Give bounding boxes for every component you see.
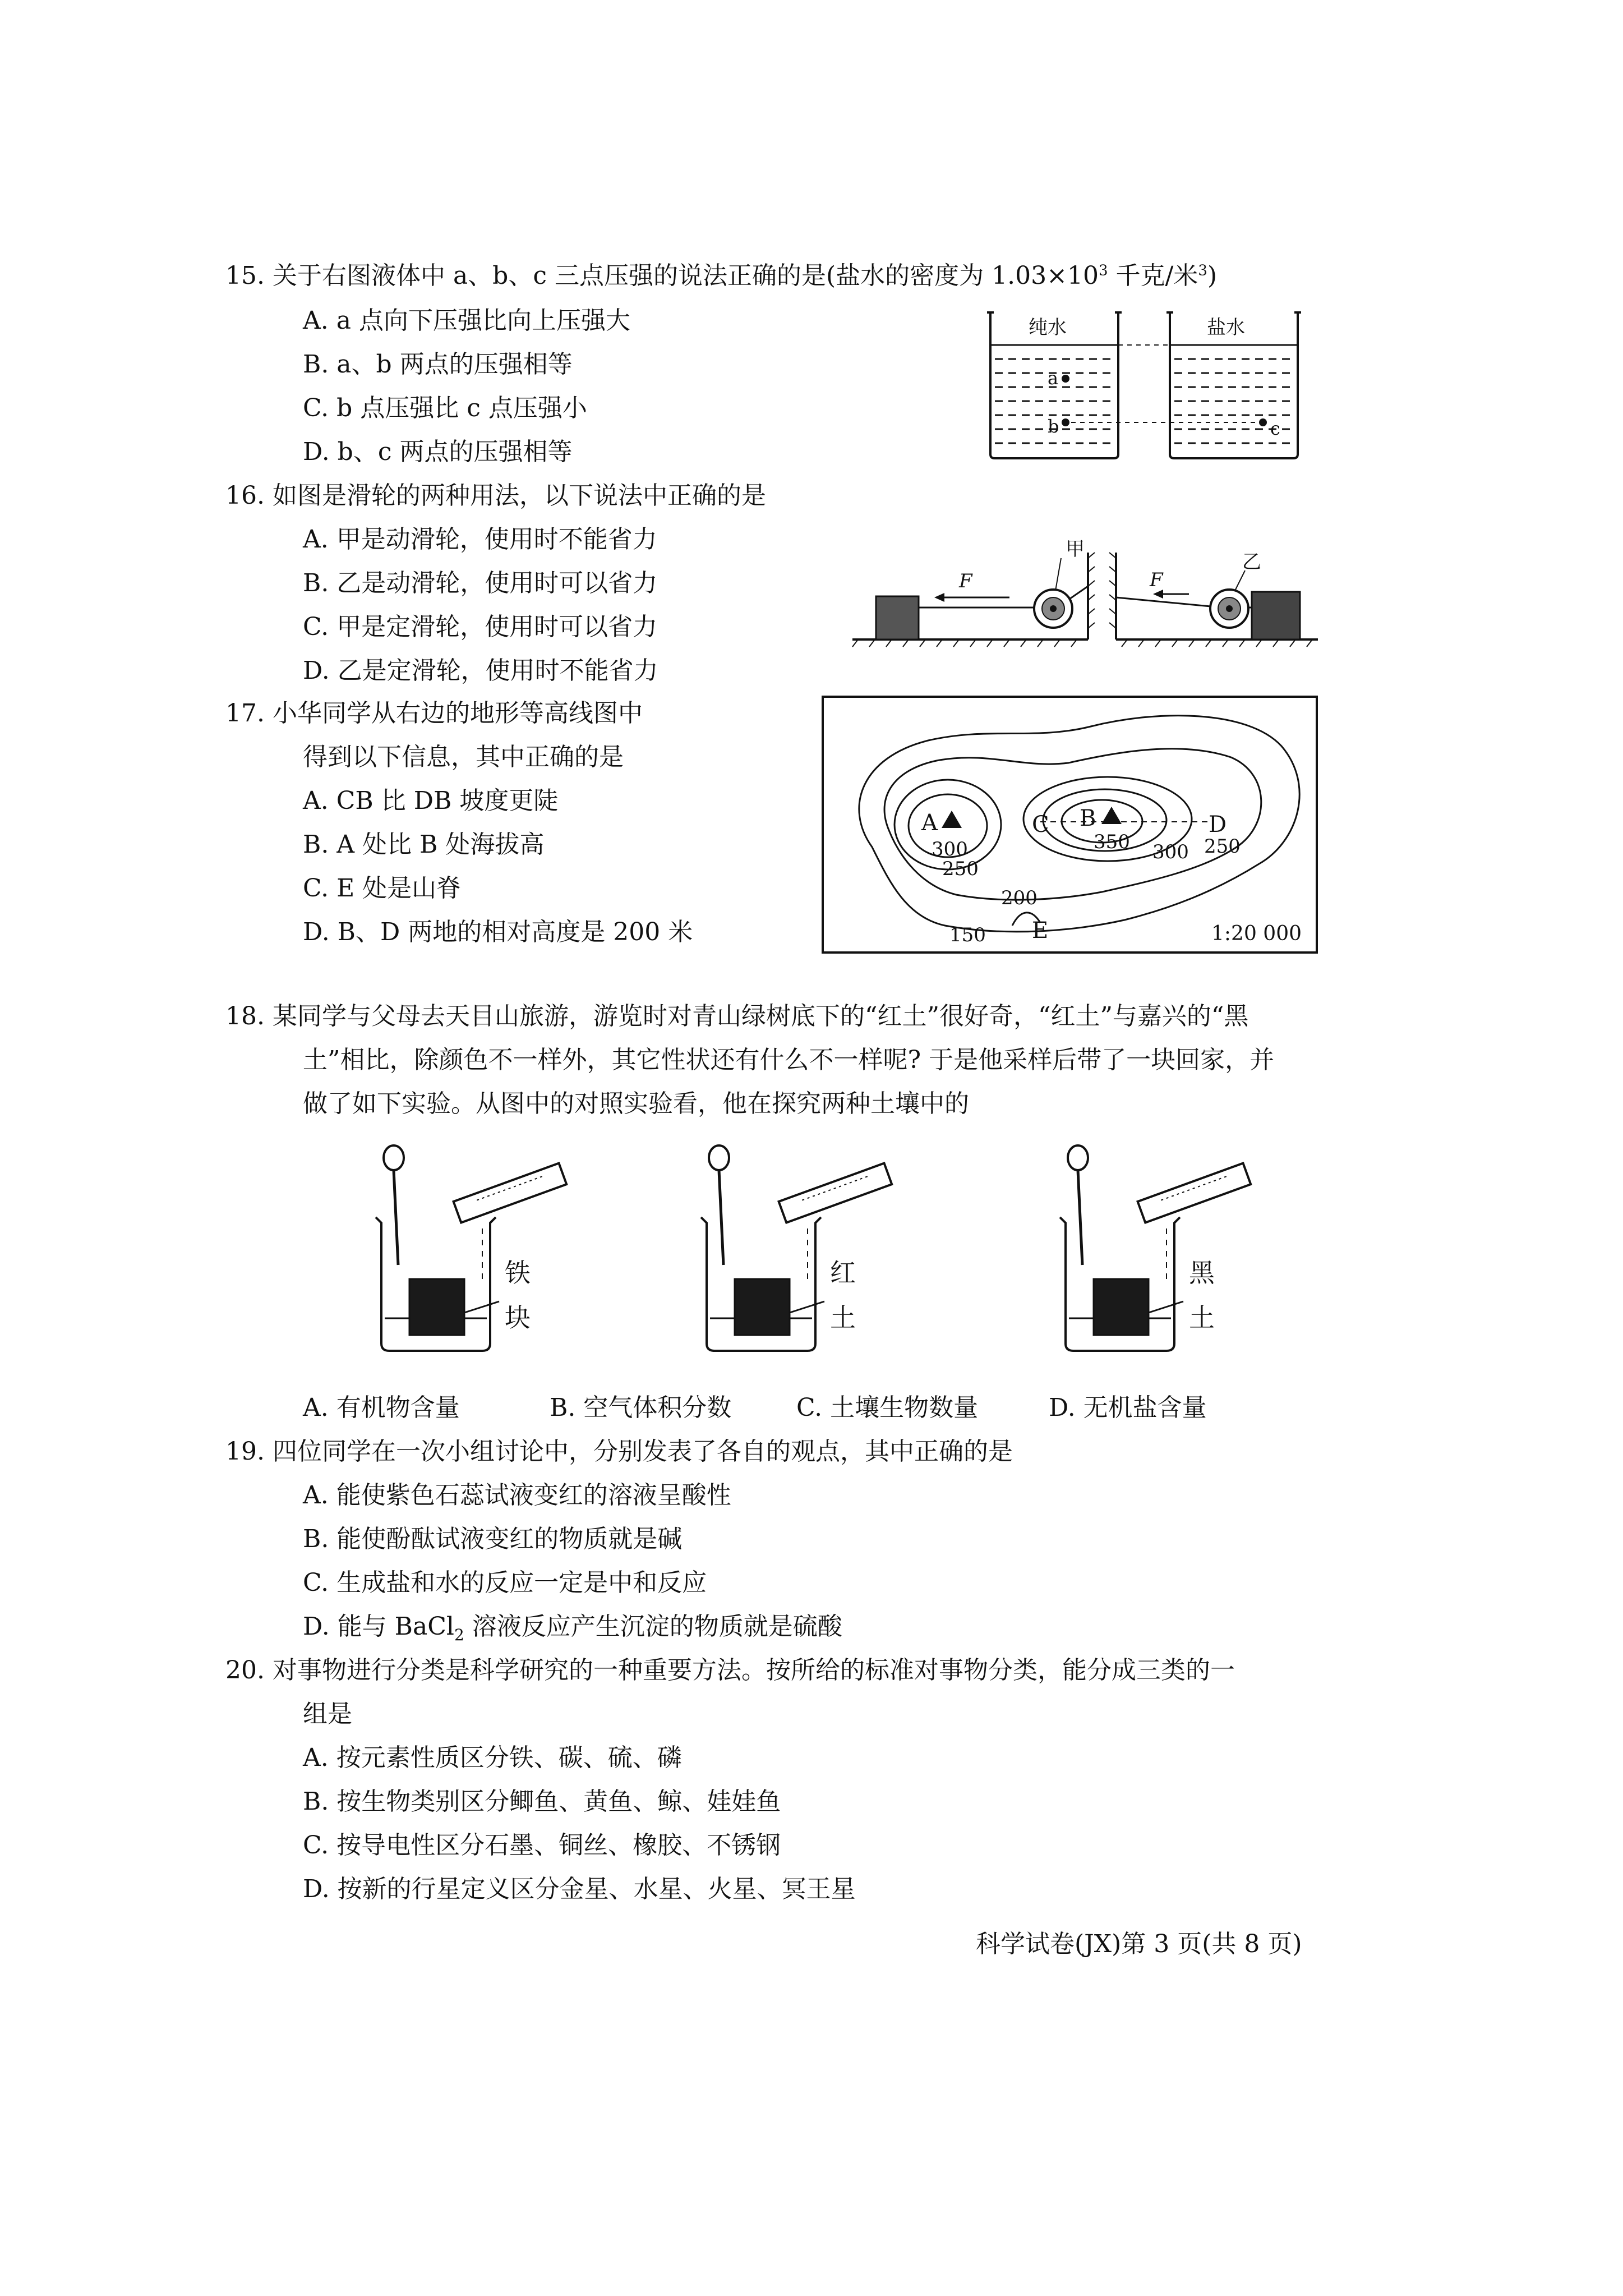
q20-stem-line2: 组是: [303, 1700, 352, 1728]
q19-option-a: A. 能使紫色石蕊试液变红的溶液呈酸性: [303, 1481, 731, 1510]
q18-stem-line1: 18. 某同学与父母去天目山旅游，游览时对青山绿树底下的“红土”很好奇，“红土”与嘉兴的“黑: [225, 1002, 1249, 1030]
q19-stem: 19. 四位同学在一次小组讨论中，分别发表了各自的观点，其中正确的是: [225, 1437, 1013, 1466]
page-footer: 科学试卷(JX)第 3 页(共 8 页): [976, 1930, 1302, 1958]
q15-stem-exponent: 3: [1098, 262, 1108, 279]
q17-label-b: B: [1080, 806, 1096, 831]
q20-option-a: A. 按元素性质区分铁、碳、硫、磷: [303, 1743, 682, 1772]
q18-beaker-red-soil: [695, 1144, 909, 1358]
q18-option-d: D. 无机盐含量: [1049, 1393, 1207, 1422]
q16-pulley-figure: [852, 536, 1318, 648]
q18-option-a: A. 有机物含量: [303, 1393, 460, 1422]
q15-label-c: c: [1270, 418, 1280, 439]
q16-block-jia: [876, 596, 919, 639]
q17-contour-150: 150: [949, 924, 986, 946]
q15-stem-close: ): [1207, 261, 1218, 290]
q18-option-c: C. 土壤生物数量: [796, 1393, 979, 1422]
q16-label-force-2: F: [1150, 569, 1163, 591]
q17-contour-300-left: 300: [932, 838, 968, 861]
q20-option-c: C. 按导电性区分石墨、铜丝、橡胶、不锈钢: [303, 1831, 781, 1860]
q15-point-c: [1259, 418, 1267, 426]
q16-option-c: C. 甲是定滑轮，使用时可以省力: [303, 613, 658, 641]
q18-label-black-top: 黑: [1189, 1258, 1215, 1288]
q15-stem-text: 15. 关于右图液体中 a、b、c 三点压强的说法正确的是(盐水的密度为 1.03×10: [225, 261, 1099, 290]
q15-beaker-figure: [987, 311, 1301, 463]
q19-option-d-text: D. 能与 BaCl: [303, 1612, 454, 1641]
q18-stem-line3: 做了如下实验。从图中的对照实验看，他在探究两种土壤中的: [303, 1089, 969, 1118]
q15-stem: [225, 261, 1218, 290]
q15-stem-unit: 千克/米: [1108, 261, 1198, 290]
q16-label-yi: 乙: [1242, 551, 1261, 573]
q16-stem: 16. 如图是滑轮的两种用法，以下说法中正确的是: [225, 481, 766, 510]
q18-stem-line2: 土”相比，除颜色不一样外，其它性状还有什么不一样呢? 于是他采样后带了一块回家，并: [303, 1046, 1275, 1074]
q17-label-d: D: [1209, 812, 1227, 838]
q16-option-d: D. 乙是定滑轮，使用时不能省力: [303, 656, 658, 685]
q17-contour-250-left: 250: [942, 858, 979, 880]
q17-label-a: A: [921, 810, 938, 836]
q16-label-jia: 甲: [1066, 538, 1085, 560]
q15-label-pure-water: 纯水: [1029, 316, 1067, 339]
q17-scale: 1:20 000: [1211, 922, 1302, 945]
q18-beaker-iron: [370, 1144, 583, 1358]
q16-label-force-1: F: [959, 570, 972, 592]
q20-option-d: D. 按新的行星定义区分金星、水星、火星、冥王星: [303, 1875, 856, 1903]
q17-label-c: C: [1032, 812, 1049, 838]
q17-stem-line2: 得到以下信息，其中正确的是: [303, 743, 624, 771]
q15-option-c: C. b 点压强比 c 点压强小: [303, 394, 587, 422]
q17-label-e: E: [1032, 918, 1049, 944]
q16-block-yi: [1252, 592, 1300, 639]
q16-option-a: A. 甲是动滑轮，使用时不能省力: [303, 525, 657, 554]
q19-option-d-subscript: 2: [454, 1625, 464, 1644]
q17-option-b: B. A 处比 B 处海拔高: [303, 830, 545, 859]
q17-contour-200: 200: [1001, 887, 1038, 909]
q19-option-b: B. 能使酚酞试液变红的物质就是碱: [303, 1525, 683, 1553]
q17-contour-map: [822, 696, 1318, 954]
q17-contour-300-right: 300: [1152, 841, 1189, 863]
q15-label-a: a: [1048, 367, 1059, 389]
q17-contour-350: 350: [1094, 831, 1130, 853]
q18-label-iron-bottom: 块: [505, 1303, 531, 1333]
q15-point-b: [1062, 418, 1069, 426]
q15-option-a: A. a 点向下压强比向上压强大: [303, 306, 630, 335]
q17-option-c: C. E 处是山脊: [303, 874, 462, 903]
q18-label-black-bottom: 土: [1189, 1303, 1215, 1333]
q15-point-a: [1062, 375, 1069, 383]
q17-stem-line1: 17. 小华同学从右边的地形等高线图中: [225, 699, 643, 728]
q19-option-d-rest: 溶液反应产生沉淀的物质就是硫酸: [464, 1612, 842, 1641]
q15-option-d: D. b、c 两点的压强相等: [303, 438, 573, 466]
q18-label-red-bottom: 土: [830, 1303, 856, 1333]
q19-option-c: C. 生成盐和水的反应一定是中和反应: [303, 1568, 707, 1597]
q17-option-d: D. B、D 两地的相对高度是 200 米: [303, 918, 693, 946]
q15-label-salt-water: 盐水: [1207, 316, 1245, 339]
q17-option-a: A. CB 比 DB 坡度更陡: [303, 786, 559, 815]
q15-stem-unit-exponent: 3: [1198, 262, 1207, 279]
q18-option-b: B. 空气体积分数: [550, 1393, 732, 1422]
q18-label-red-top: 红: [830, 1258, 856, 1288]
q17-contour-250-right: 250: [1204, 835, 1241, 858]
q18-label-iron-top: 铁: [505, 1258, 531, 1288]
q15-option-b: B. a、b 两点的压强相等: [303, 350, 573, 379]
q20-stem-line1: 20. 对事物进行分类是科学研究的一种重要方法。按所给的标准对事物分类，能分成三类的一: [225, 1656, 1235, 1685]
q16-option-b: B. 乙是动滑轮，使用时可以省力: [303, 569, 658, 597]
q20-option-b: B. 按生物类别区分鲫鱼、黄鱼、鲸、娃娃鱼: [303, 1787, 781, 1816]
q15-label-b: b: [1048, 416, 1059, 437]
q19-option-d: [303, 1612, 842, 1644]
q18-beaker-black-soil: [1054, 1144, 1267, 1358]
